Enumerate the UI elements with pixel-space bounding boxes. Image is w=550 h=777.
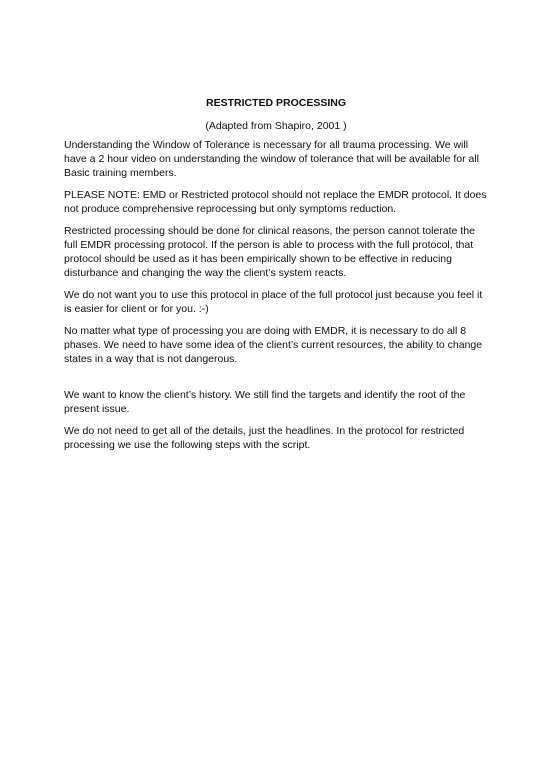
document-subtitle: (Adapted from Shapiro, 2001 ) xyxy=(205,120,347,132)
paragraph-please-note: PLEASE NOTE: EMD or Restricted protocol should not replace the EMDR protocol. It does not produce comprehensive reprocessing but only symptoms reduction. xyxy=(64,189,487,215)
paragraph-not-in-place: We do not want you to use this protocol in place of the full protocol just because you feel it is easier for client or for you. :-) xyxy=(64,289,483,315)
document-title: RESTRICTED PROCESSING xyxy=(205,97,347,109)
paragraph-client-history: We want to know the client’s history. We still find the targets and identify the root of the present issue. xyxy=(64,389,466,415)
paragraph-all-8-phases: No matter what type of processing you are doing with EMDR, it is necessary to do all 8 phases. We need to have some idea of the client’s current resources, the ability to change states in a way that is not dangerous. xyxy=(64,325,483,365)
paragraph-window-of-tolerance: Understanding the Window of Tolerance is necessary for all trauma processing. We will have a 2 hour video on understanding the window of tolerance that will be available for all Basic training members. xyxy=(64,139,480,179)
document-body xyxy=(64,97,488,460)
paragraph-clinical-reasons: Restricted processing should be done for clinical reasons, the person cannot tolerate the full EMDR processing protocol. If the person is able to process with the full protocol, that protocol should be used as it has been empirically shown to be effective in reducing disturbance and changing the way the client’s system reacts. xyxy=(64,225,475,279)
paragraph-headlines: We do not need to get all of the details, just the headlines. In the protocol for restricted processing we use the following steps with the script. xyxy=(64,425,465,451)
